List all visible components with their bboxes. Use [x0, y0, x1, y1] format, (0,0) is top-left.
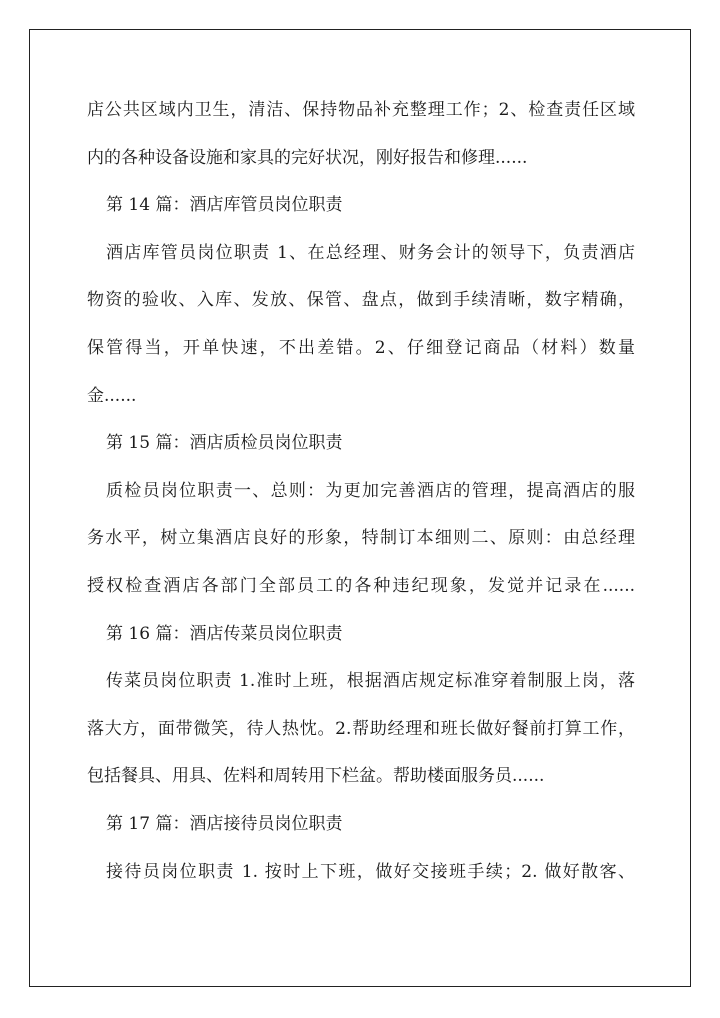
section-heading-17: 第 17 篇：酒店接待员岗位职责: [106, 813, 343, 834]
document-body: [87, 92, 635, 901]
text-line-17: 接待员岗位职责 1. 按时上下班，做好交接班手续；2. 做好散客、: [106, 861, 635, 882]
text-line-10: 务水平，树立集酒店良好的形象，特制订本细则二、原则：由总经理: [87, 528, 635, 549]
text-line-15: 包括餐具、用具、佐料和周转用下栏盆。帮助楼面服务员......: [87, 766, 545, 787]
section-heading-16: 第 16 篇：酒店传菜员岗位职责: [106, 623, 343, 644]
section-heading-15: 第 15 篇：酒店质检员岗位职责: [106, 433, 343, 454]
text-line-1: 店公共区域内卫生，清洁、保持物品补充整理工作；2、检查责任区域: [87, 100, 635, 120]
text-line-5: 物资的验收、入库、发放、保管、盘点，做到手续清晰，数字精确，: [87, 290, 635, 311]
text-line-9: 质检员岗位职责一、总则：为更加完善酒店的管理，提高酒店的服: [106, 480, 635, 501]
section-heading-14: 第 14 篇：酒店库管员岗位职责: [106, 195, 343, 216]
text-line-13: 传菜员岗位职责 1.准时上班，根据酒店规定标准穿着制服上岗，落: [106, 671, 635, 692]
text-line-4: 酒店库管员岗位职责 1、在总经理、财务会计的领导下，负责酒店: [106, 242, 635, 263]
text-line-2: 内的各种设备设施和家具的完好状况，刚好报告和修理......: [87, 147, 528, 168]
text-line-7: 金......: [87, 385, 137, 406]
text-line-6: 保管得当，开单快速，不出差错。2、仔细登记商品（材料）数量: [87, 337, 635, 358]
text-line-14: 落大方，面带微笑，待人热忱。2.帮助经理和班长做好餐前打算工作，: [87, 718, 635, 739]
text-line-11: 授权检查酒店各部门全部员工的各种违纪现象，发觉并记录在......: [87, 575, 635, 596]
